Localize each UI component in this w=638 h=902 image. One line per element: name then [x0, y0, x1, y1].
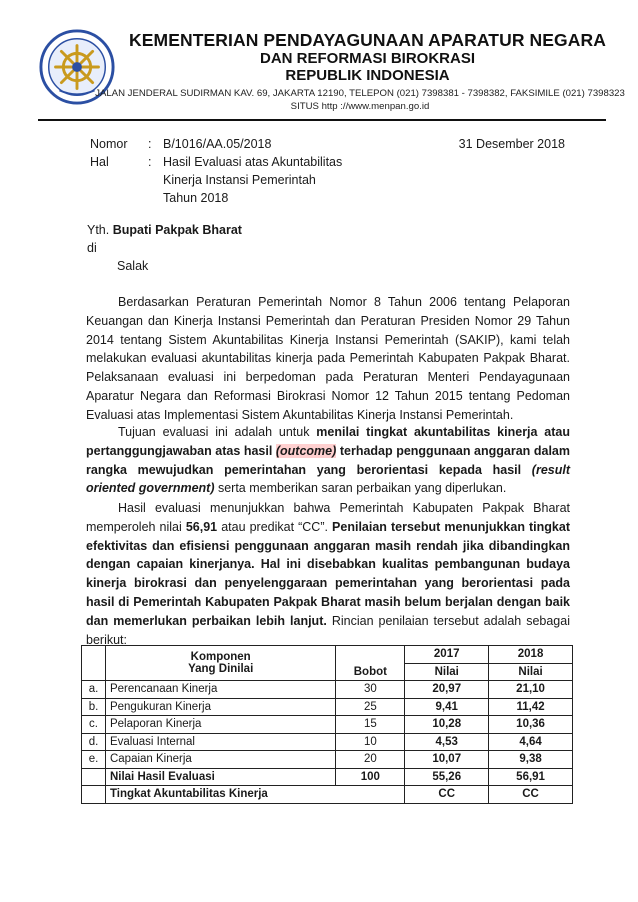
- tingkat-label: Tingkat Akuntabilitas Kinerja: [105, 786, 404, 804]
- tingkat-no-cell: [82, 786, 106, 804]
- row-no: a.: [82, 681, 106, 699]
- table-row: [82, 733, 573, 751]
- p3-text-d: Penilaian tersebut menunjukkan tingkat efektivitas dan efisiensi penggunaan anggaran masih rendah jika dibandingkan dengan capaian kinerjanya. Hal ini disebabkan kualitas pembangunan budaya kinerja birokrasi dan penyelenggaraan pemerintahan yang berorientasi pada hasil di Pemerintah Kabupaten Pakpak Bharat masih belum berjalan dengan baik dan memerlukan perbaikan lebih lanjut.: [86, 519, 570, 628]
- table-row: [82, 698, 573, 716]
- row-nilai-2017: 10,28: [405, 716, 489, 734]
- p3-text-c: atau predikat “CC”.: [217, 519, 333, 534]
- p3-text-e: Rincian penilaian tersebut adalah sebagai berikut:: [86, 613, 570, 647]
- p2-text-f: serta memberikan saran perbaikan yang diperlukan.: [214, 481, 507, 496]
- letter-date: 31 Desember 2018: [458, 137, 565, 151]
- table-row: [82, 751, 573, 769]
- row-nilai-2018: 11,42: [489, 698, 573, 716]
- row-nilai-2018: 10,36: [489, 716, 573, 734]
- evaluation-table: [81, 645, 573, 804]
- row-nilai-2017: 20,97: [405, 681, 489, 699]
- row-komponen: Pengukuran Kinerja: [105, 698, 335, 716]
- row-no: e.: [82, 751, 106, 769]
- total-bobot: 100: [336, 768, 405, 786]
- paragraph-2: [86, 423, 570, 498]
- recipient-place: Salak: [117, 259, 149, 273]
- tingkat-2018: CC: [489, 786, 573, 804]
- table-row: [82, 681, 573, 699]
- header-2017-year: 2017: [405, 646, 489, 664]
- header-komponen-line-1: Komponen: [190, 651, 251, 663]
- row-bobot: 30: [336, 681, 405, 699]
- hal-line-1: Hasil Evaluasi atas Akuntabilitas: [163, 155, 343, 169]
- letterhead-divider: [38, 119, 606, 121]
- header-bobot-top: [336, 646, 405, 664]
- letterhead-line-1: KEMENTERIAN PENDAYAGUNAAN APARATUR NEGARA: [129, 30, 606, 50]
- row-komponen: Evaluasi Internal: [105, 733, 335, 751]
- hal-label: Hal: [90, 155, 109, 169]
- row-no: c.: [82, 716, 106, 734]
- header-komponen-line-2: Yang Dinilai: [188, 663, 254, 675]
- hal-colon: :: [148, 155, 152, 169]
- row-nilai-2018: 9,38: [489, 751, 573, 769]
- row-bobot: 15: [336, 716, 405, 734]
- row-nilai-2017: 9,41: [405, 698, 489, 716]
- hal-line-3: Tahun 2018: [163, 191, 229, 205]
- recipient-name: Bupati Pakpak Bharat: [112, 223, 242, 237]
- tingkat-2017: CC: [405, 786, 489, 804]
- header-komponen: [105, 646, 335, 681]
- p2-text-d: terhadap penggunaan anggaran dalam rangka mewujudkan pemerintahan yang berorientasi kepada hasil: [86, 443, 571, 477]
- row-bobot: 25: [336, 698, 405, 716]
- recipient-di: di: [87, 241, 97, 255]
- row-no: b.: [82, 698, 106, 716]
- header-2018-nilai: Nilai: [489, 663, 573, 681]
- paragraph-3: [86, 499, 570, 649]
- row-bobot: 10: [336, 733, 405, 751]
- letterhead-website: SITUS http ://www.menpan.go.id: [290, 101, 430, 112]
- total-label: Nilai Hasil Evaluasi: [105, 768, 335, 786]
- p2-result-oriented: (result oriented government): [86, 462, 570, 496]
- nomor-colon: :: [148, 137, 152, 151]
- header-no-cell: [82, 646, 106, 681]
- row-nilai-2017: 10,07: [405, 751, 489, 769]
- paragraph-1: Berdasarkan Peraturan Pemerintah Nomor 8 Tahun 2006 tentang Pelaporan Keuangan dan Kinerja Instansi Pemerintah dan Peraturan Presiden Nomor 29 Tahun 2014 tentang Sistem Akuntabilitas Kinerja Instansi Pemerintah (SAKIP), kami telah melakukan evaluasi akuntabilitas kinerja pada Pemerintah Kabupaten Pakpak Bharat. Pelaksanaan evaluasi ini berpedoman pada Peraturan Menteri Pendayagunaan Aparatur Negara dan Reformasi Birokrasi Nomor 12 Tahun 2015 tentang Pedoman Evaluasi atas Implementasi Sistem Akuntabilitas Kinerja Instansi Pemerintah.: [86, 295, 570, 422]
- recipient-salutation: Yth.: [87, 223, 110, 237]
- header-2018-year: 2018: [489, 646, 573, 664]
- row-nilai-2018: 4,64: [489, 733, 573, 751]
- p2-text-b: menilai tingkat akuntabilitas kinerja atau pertanggungjawaban atas hasil: [86, 425, 570, 458]
- row-nilai-2017: 4,53: [405, 733, 489, 751]
- letterhead-line-3: REPUBLIK INDONESIA: [285, 67, 450, 84]
- p2-text-a: Tujuan evaluasi ini adalah untuk: [118, 425, 317, 439]
- row-komponen: Capaian Kinerja: [105, 751, 335, 769]
- hal-line-2: Kinerja Instansi Pemerintah: [163, 173, 316, 187]
- p3-text-a: Hasil evaluasi menunjukkan bahwa Pemerintah Kabupaten Pakpak Bharat memperoleh nilai: [86, 501, 570, 534]
- row-komponen: Pelaporan Kinerja: [105, 716, 335, 734]
- header-bobot: Bobot: [336, 663, 405, 681]
- row-komponen: Perencanaan Kinerja: [105, 681, 335, 699]
- p2-outcome: (outcome): [275, 443, 337, 458]
- total-nilai-2017: 55,26: [405, 768, 489, 786]
- row-nilai-2018: 21,10: [489, 681, 573, 699]
- table-header-row-1: [82, 646, 573, 664]
- nomor-label: Nomor: [90, 137, 128, 151]
- table-row: [82, 716, 573, 734]
- total-nilai-2018: 56,91: [489, 768, 573, 786]
- total-no-cell: [82, 768, 106, 786]
- header-2017-nilai: Nilai: [405, 663, 489, 681]
- table-tingkat-row: [82, 786, 573, 804]
- row-no: d.: [82, 733, 106, 751]
- nomor-value: B/1016/AA.05/2018: [163, 137, 272, 151]
- p3-score: 56,91: [185, 519, 218, 534]
- row-bobot: 20: [336, 751, 405, 769]
- letterhead-address: JALAN JENDERAL SUDIRMAN KAV. 69, JAKARTA 12190, TELEPON (021) 7398381 - 7398382, FAKSIMILE (021) 7398323: [95, 88, 625, 99]
- recipient-yth: [87, 223, 242, 237]
- table-total-row: [82, 768, 573, 786]
- letterhead-line-2: DAN REFORMASI BIROKRASI: [259, 50, 475, 67]
